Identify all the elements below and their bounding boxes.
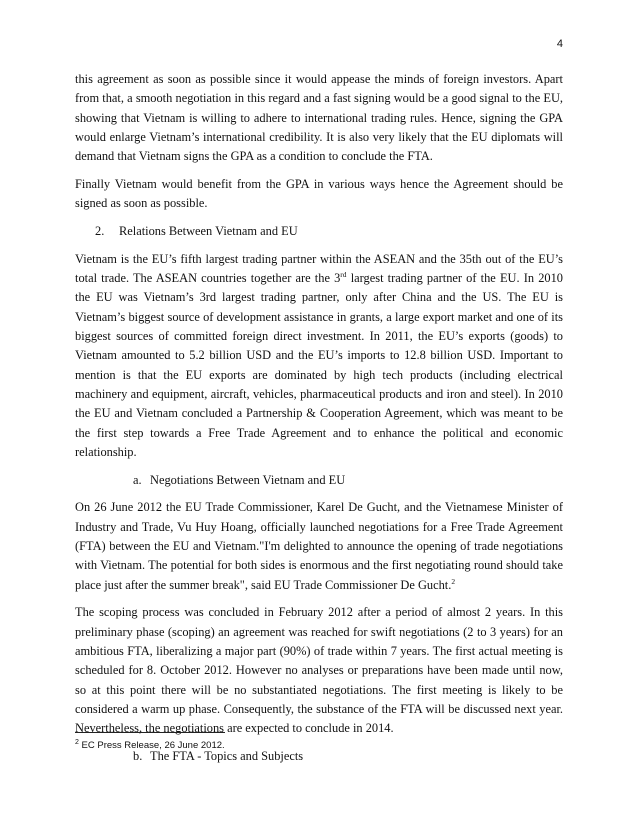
section-title: Relations Between Vietnam and EU: [119, 224, 298, 239]
section-number: 2.: [95, 224, 105, 239]
paragraph: this agreement as soon as possible since it would appease the minds of foreign investors. Apart from that, a smooth negotiation in this regard and a fast signing would be a good signal to the EU, showing that Vietnam is willing to adhere to international trading rules. Hence, signing the GPA would enlarge Vietnam’s international credibility. It is also very likely that the EU diplomats will demand that Vietnam signs the GPA as a condition to conclude the FTA.: [75, 72, 563, 164]
footnote-divider: [75, 732, 225, 733]
ordinal-superscript: rd: [340, 270, 347, 280]
paragraph-text: largest trading partner of the EU. In 2010 the EU was Vietnam’s 3rd largest trading partner, only after China and the US. The EU is Vietnam’s biggest source of development assistance in grants, a large export market and one of its biggest sources of committed foreign direct investment. In 2011, the EU’s exports (goods) to Vietnam amounted to 5.2 billion USD and the EU’s imports to 12.8 billion USD. Important to mention is that the EU exports are dominated by high tech products (including electrical machinery and equipment, aircraft, vehicles, pharmaceutical products and iron and steel). In 2010 the EU and Vietnam concluded a Partnership & Cooperation Agreement, which was meant to be the first step towards a Free Trade Agreement and to enhance the political and economic relationship.: [75, 271, 563, 459]
paragraph: [75, 250, 563, 462]
paragraph: [75, 498, 563, 594]
subsection-title: The FTA - Topics and Subjects: [150, 749, 304, 763]
section-heading: [95, 222, 563, 241]
document-body: [75, 70, 563, 775]
subsection-heading: [133, 471, 563, 490]
subsection-title: Negotiations Between Vietnam and EU: [150, 472, 346, 487]
paragraph: Finally Vietnam would benefit from the GPA in various ways hence the Agreement should be signed as soon as possible.: [75, 176, 563, 211]
paragraph-text: Vietnam is the EU’s fifth largest trading partner within the ASEAN and the 35th out of the EU’s total trade. The ASEAN countries together are the 3: [75, 251, 563, 286]
footnote: [75, 740, 225, 751]
footnote-reference[interactable]: 2: [451, 576, 456, 586]
subsection-letter: b.: [133, 749, 143, 763]
subsection-letter: a.: [133, 472, 142, 487]
footnote-number: 2: [75, 739, 79, 746]
paragraph: The scoping process was concluded in February 2012 after a period of almost 2 years. In this preliminary phase (scoping) an agreement was reached for swift negotiations (2 to 3 years) for an ambitious FTA, liberalizing a major part (90%) of trade within 7 years. The first actual meeting is scheduled for 8. October 2012. However no analyses or preparations have been made until now, so at this point there will be no substantiated negotiations. The first meeting is likely to be considered a warm up phase. Consequently, the substance of the FTA will be discussed next year. Nevertheless, the negotiations are expected to conclude in 2014.: [75, 605, 563, 736]
paragraph-text: On 26 June 2012 the EU Trade Commissioner, Karel De Gucht, and the Vietnamese Minister of Industry and Trade, Vu Huy Hoang, officially launched negotiations for a Free Trade Agreement (FTA) between the EU and Vietnam."I'm delighted to announce the opening of trade negotiations with Vietnam. The potential for both sides is enormous and the first negotiating round should take place just after the summer break", said EU Trade Commissioner De Gucht.: [75, 500, 563, 592]
footnote-text: EC Press Release, 26 June 2012.: [78, 740, 225, 751]
page-number: 4: [556, 38, 563, 50]
